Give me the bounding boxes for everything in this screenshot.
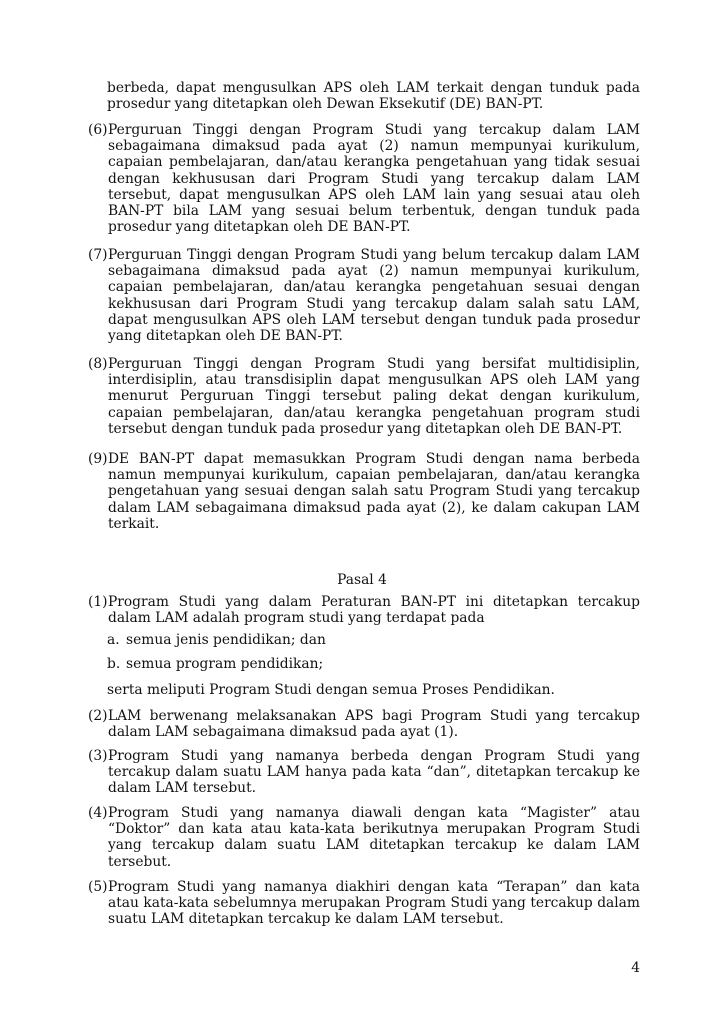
item-number: (1) xyxy=(88,594,108,610)
sub-item-text: semua program pendidikan; xyxy=(126,656,324,672)
item-number: (2) xyxy=(88,708,108,724)
item-text: Program Studi yang namanya diawali dengan kata “Magister” atau “Doktor” dan kata atau kata-kata berikutnya merupakan Program Studi yang tercakup dalam suatu LAM ditetapkan tercakup ke dalam LAM tersebut. xyxy=(108,805,640,870)
item-number: (8) xyxy=(88,356,108,372)
list-item-pasal4-ayat-2 xyxy=(88,708,640,740)
item-number: (4) xyxy=(88,805,108,821)
list-item-ayat-8 xyxy=(88,356,640,437)
item-text: Perguruan Tinggi dengan Program Studi yang tercakup dalam LAM sebagaimana dimaksud pada ayat (2) namun mempunyai kurikulum, capaian pembelajaran, dan/atau kerangka pengetahuan yang tidak sesuai dengan kekhususan dari Program Studi yang tercakup dalam LAM tersebut, dapat mengusulkan APS oleh LAM lain yang sesuai atau oleh BAN-PT bila LAM yang sesuai belum terbentuk, dengan tunduk pada prosedur yang ditetapkan oleh DE BAN-PT. xyxy=(108,122,640,236)
item-text: DE BAN-PT dapat memasukkan Program Studi dengan nama berbeda namun mempunyai kurikulum, capaian pembelajaran, dan/atau kerangka pengetahuan yang sesuai dengan salah satu Program Studi yang tercakup dalam LAM sebagaimana dimaksud pada ayat (2), ke dalam cakupan LAM terkait. xyxy=(108,451,640,532)
sub-item-letter: a. xyxy=(107,632,120,648)
item-number: (6) xyxy=(88,122,108,138)
paragraph-continuation: berbeda, dapat mengusulkan APS oleh LAM terkait dengan tunduk pada prosedur yang ditetapkan oleh Dewan Eksekutif (DE) BAN-PT. xyxy=(107,80,640,113)
item-number: (3) xyxy=(88,748,108,764)
item-number: (9) xyxy=(88,451,108,467)
item-text: Program Studi yang dalam Peraturan BAN-PT ini ditetapkan tercakup dalam LAM adalah program studi yang terdapat pada xyxy=(108,594,640,627)
list-item-pasal4-ayat-4 xyxy=(88,805,640,870)
item-text: LAM berwenang melaksanakan APS bagi Program Studi yang tercakup dalam LAM sebagaimana dimaksud pada ayat (1). xyxy=(108,708,640,741)
sub-item-b xyxy=(107,656,323,672)
sub-item-text: semua jenis pendidikan; dan xyxy=(126,632,326,648)
page-number: 4 xyxy=(631,960,640,976)
item-text: Perguruan Tinggi dengan Program Studi yang belum tercakup dalam LAM sebagaimana dimaksud pada ayat (2) namun mempunyai kurikulum, capaian pembelajaran, dan/atau kerangka pengetahuan sesuai dengan kekhususan dari Program Studi yang tercakup dalam salah satu LAM, dapat mengusulkan APS oleh LAM tersebut dengan tunduk pada prosedur yang ditetapkan oleh DE BAN-PT. xyxy=(108,247,640,345)
list-item-pasal4-ayat-3 xyxy=(88,748,640,797)
sub-item-letter: b. xyxy=(107,656,121,672)
item-number: (5) xyxy=(88,879,108,895)
item-number: (7) xyxy=(88,247,108,263)
list-item-pasal4-ayat-5 xyxy=(88,879,640,928)
paragraph-item1-tail: serta meliputi Program Studi dengan semua Proses Pendidikan. xyxy=(107,682,555,698)
item-text: Program Studi yang namanya berbeda dengan Program Studi yang tercakup dalam suatu LAM hanya pada kata “dan”, ditetapkan tercakup ke dalam LAM tersebut. xyxy=(108,748,640,797)
list-item-ayat-7 xyxy=(88,247,640,344)
list-item-ayat-6 xyxy=(88,122,640,235)
item-text: Program Studi yang namanya diakhiri dengan kata “Terapan” dan kata atau kata-kata sebelumnya merupakan Program Studi yang tercakup dalam suatu LAM ditetapkan tercakup ke dalam LAM tersebut. xyxy=(108,879,640,928)
list-item-ayat-9 xyxy=(88,451,640,532)
item-text: Perguruan Tinggi dengan Program Studi yang bersifat multidisiplin, interdisiplin, atau transdisiplin dapat mengusulkan APS oleh LAM yang menurut Perguruan Tinggi tersebut paling dekat dengan kurikulum, capaian pembelajaran, dan/atau kerangka pengetahuan program studi tersebut dengan tunduk pada prosedur yang ditetapkan oleh DE BAN-PT. xyxy=(108,356,640,437)
list-item-pasal4-ayat-1 xyxy=(88,594,640,626)
sub-item-a xyxy=(107,632,326,648)
section-heading-pasal-4: Pasal 4 xyxy=(337,572,387,588)
